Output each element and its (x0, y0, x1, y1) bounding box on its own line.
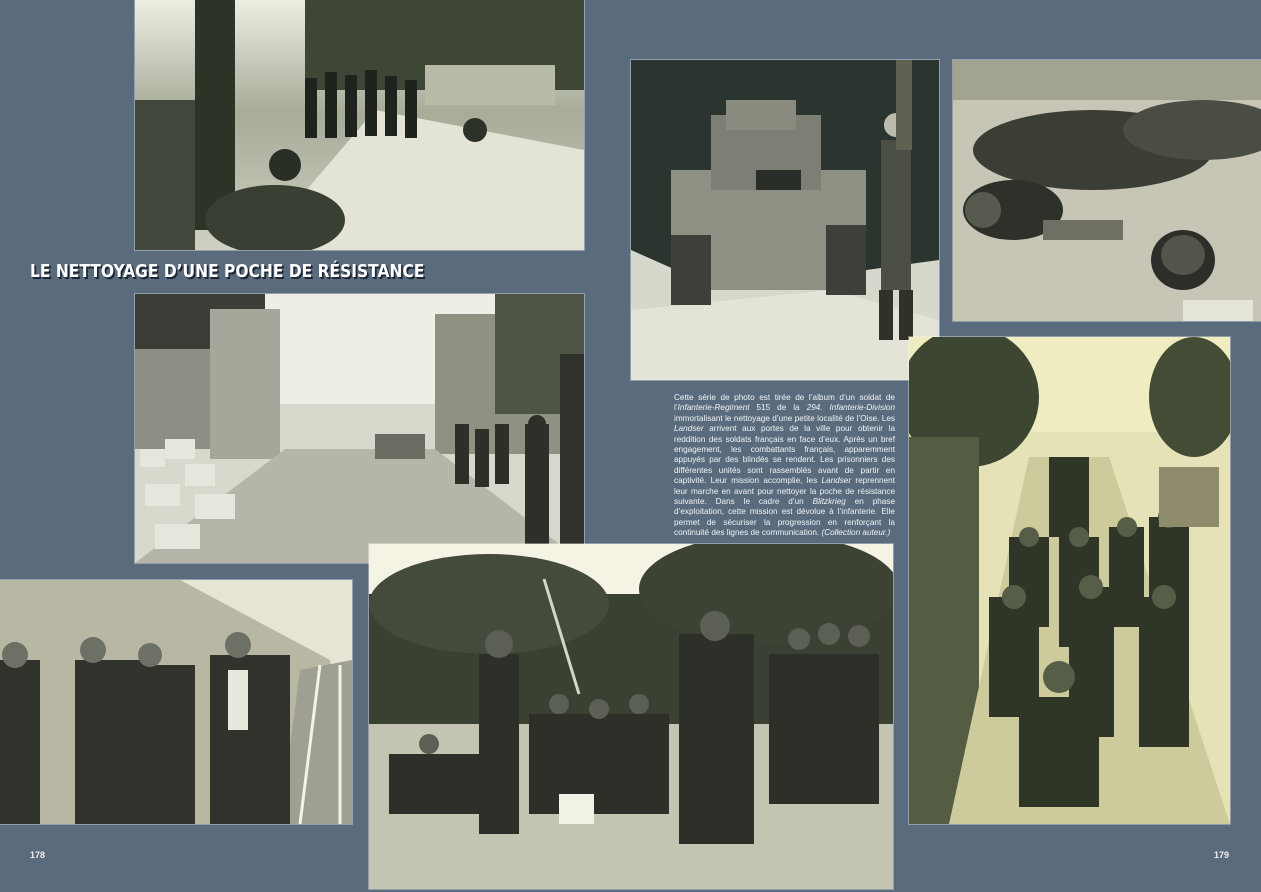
photo-caption (674, 393, 895, 539)
caption-text: reprennent leur marche en avant pour nettoyer la poche de résistance suivante. Dans le cadre d’un (674, 476, 895, 507)
photo-street-scene-image (135, 294, 584, 563)
caption-text: Cette série de photo est tirée de l’album d’un soldat de l’ (674, 393, 895, 413)
photo-railway-prisoners (0, 580, 352, 824)
caption-italic-term: 294. Infanterie-Division (806, 403, 895, 413)
caption-italic-term: (Collection auteur.) (821, 528, 891, 538)
photo-railway-prisoners-image (0, 580, 352, 824)
photo-prisoners-gathered-image (369, 544, 893, 889)
article-title: LE NETTOYAGE D’UNE POCHE DE RÉSISTANCE (30, 261, 425, 282)
photo-road-column-image (135, 0, 584, 250)
photo-street-scene (135, 294, 584, 563)
caption-text: en phase d’exploitation, cette mission est dévolue à l’infanterie. Elle permet de sécuriser la progression en renforçant la continuité des lignes de communication. (674, 497, 895, 538)
caption-italic-term: Landser (674, 424, 704, 434)
photo-fallen-soldiers-image (953, 60, 1261, 321)
caption-italic-term: Blitzkrieg (812, 497, 846, 507)
page-number-right: 179 (1214, 850, 1230, 860)
page-number-left: 178 (30, 850, 46, 860)
photo-prisoners-gathered (369, 544, 893, 889)
photo-tank-image (631, 60, 939, 380)
photo-fallen-soldiers (953, 60, 1261, 321)
caption-text: immortalisant le nettoyage d’une petite localité de l’Oise. Les (674, 413, 895, 423)
photo-marching-column-image (909, 337, 1230, 824)
photo-marching-column (909, 337, 1230, 824)
caption-italic-term: Infanterie-Regiment (677, 403, 750, 413)
caption-text: arrivent aux portes de la ville pour obtenir la reddition des soldats français en face d’eux. Après un bref engagement, les combattants français, apparemment appuyés par des blindés se rendent. Les prisonniers des différentes unités sont rassemblés avant de partir en captivité. Leur mission accomplie, les (674, 424, 895, 486)
caption-text: 515 de la (749, 403, 807, 413)
photo-road-column (135, 0, 584, 250)
photo-tank (631, 60, 939, 380)
caption-italic-term: Landser (821, 476, 852, 486)
